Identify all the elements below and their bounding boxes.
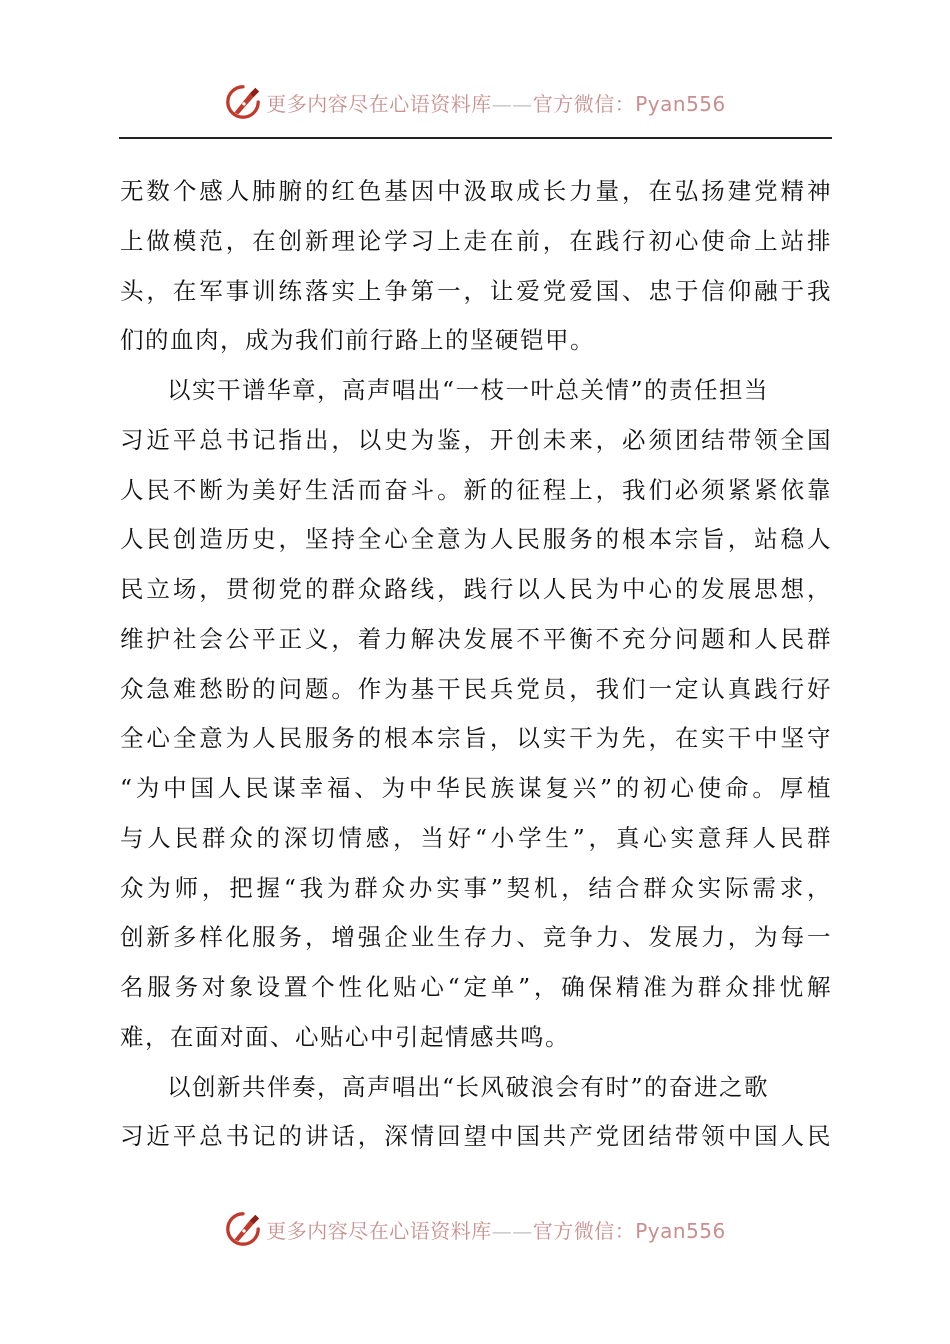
header-banner-label: 官方微信： (532, 91, 636, 116)
body-line: 无数个感人肺腑的红色基因中汲取成长力量，在弘扬建党精神 (120, 177, 832, 205)
body-line: 众急难愁盼的问题。作为基干民兵党员，我们一定认真践行好 (120, 674, 832, 703)
pen-nib-logo-icon (224, 1210, 262, 1248)
body-line: 人民创造历史，坚持全心全意为人民服务的根本宗旨，站稳人 (120, 525, 832, 554)
header-banner (0, 82, 950, 122)
document-body (120, 167, 832, 1162)
body-line: 难，在面对面、心贴心中引起情感共鸣。 (120, 1022, 570, 1051)
header-banner-main: 更多内容尽在心语资料库 (266, 91, 492, 116)
body-line: 众为师，把握“我为群众办实事”契机，结合群众实际需求， (120, 873, 832, 902)
footer-banner-label: 官方微信： (532, 1218, 636, 1243)
header-wechat-id: Pyan556 (635, 91, 726, 116)
header-banner-dash: —— (491, 91, 533, 116)
body-line: 全心全意为人民服务的根本宗旨，以实干为先，在实干中坚守 (120, 724, 832, 753)
body-line: 维护社会公平正义，着力解决发展不平衡不充分问题和人民群 (120, 624, 832, 653)
body-line: 人民不断为美好生活而奋斗。新的征程上，我们必须紧紧依靠 (120, 475, 832, 504)
body-line: 习近平总书记指出，以史为鉴，开创未来，必须团结带领全国 (120, 425, 832, 454)
body-line: 头，在军事训练落实上争第一，让爱党爱国、忠于信仰融于我 (120, 276, 832, 305)
body-line: 习近平总书记的讲话，深情回望中国共产党团结带领中国人民 (120, 1122, 832, 1151)
section-heading: 以创新共伴奏，高声唱出“长风破浪会有时”的奋进之歌 (167, 1072, 770, 1101)
body-line: 创新多样化服务，增强企业生存力、竞争力、发展力，为每一 (120, 923, 832, 952)
footer-banner-text (266, 1215, 726, 1244)
body-line: 上做模范，在创新理论学习上走在前，在践行初心使命上站排 (120, 226, 832, 255)
header-rule (119, 137, 832, 139)
header-banner-text (266, 88, 726, 117)
footer-banner-dash: —— (491, 1218, 533, 1243)
body-line: 们的血肉，成为我们前行路上的坚硬铠甲。 (120, 326, 595, 355)
section-heading: 以实干谱华章，高声唱出“一枝一叶总关情”的责任担当 (167, 376, 770, 404)
pen-nib-logo-icon (224, 83, 262, 121)
body-line: “为中国人民谋幸福、为中华民族谋复兴”的初心使命。厚植 (120, 774, 832, 802)
footer-banner-main: 更多内容尽在心语资料库 (266, 1218, 492, 1243)
footer-banner (0, 1209, 950, 1249)
body-line: 名服务对象设置个性化贴心“定单”，确保精准为群众排忧解 (120, 973, 832, 1001)
body-line: 与人民群众的深切情感，当好“小学生”，真心实意拜人民群 (120, 823, 832, 852)
body-line: 民立场，贯彻党的群众路线，践行以人民为中心的发展思想， (120, 575, 832, 603)
footer-wechat-id: Pyan556 (635, 1218, 726, 1243)
